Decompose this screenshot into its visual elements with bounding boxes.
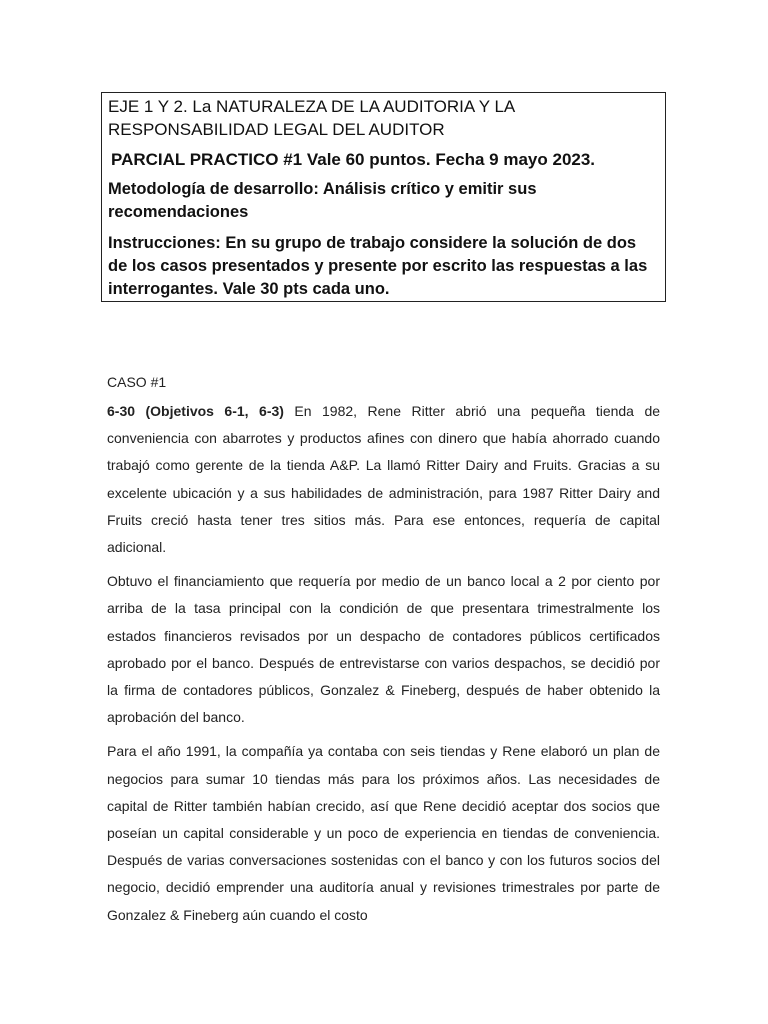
case-reference: 6-30 (Objetivos 6-1, 6-3): [107, 403, 284, 419]
instrucciones-text: Instrucciones: En su grupo de trabajo considere la solución de dos de los casos presentados y presente por escrito las respuestas a las interrogantes. Vale 30 pts cada uno.: [108, 234, 648, 298]
case-content: [107, 372, 660, 936]
header-box: [101, 92, 666, 302]
case-paragraph-3: Para el año 1991, la compañía ya contaba con seis tiendas y Rene elaboró un plan de negocios para sumar 10 tiendas más para los próximos años. Las necesidades de capital de Ritter también habían crecido, así que Rene decidió aceptar dos socios que poseían un capital considerable y un poco de experiencia en tiendas de conveniencia. Después de varias conversaciones sostenidas con el banco y con los futuros socios del negocio, decidió emprender una auditoría anual y revisiones trimestrales por parte de Gonzalez & Fineberg aún cuando el costo: [107, 743, 660, 923]
case-heading: CASO #1: [107, 374, 167, 390]
case-paragraph-1-text: En 1982, Rene Ritter abrió una pequeña tienda de conveniencia con abarrotes y productos afines con dinero que había ahorrado cuando trabajó como gerente de la tienda A&P. La llamó Ritter Dairy and Fruits. Gracias a su excelente ubicación y a sus habilidades de administración, para 1987 Ritter Dairy and Fruits creció hasta tener tres sitios más. Para ese entonces, requería de capital adicional.: [107, 403, 661, 556]
title-line-1: EJE 1 Y 2. La NATURALEZA DE LA AUDITORIA Y LA: [108, 97, 516, 116]
metodologia-text: Metodología de desarrollo: Análisis crítico y emitir sus recomendaciones: [108, 180, 537, 221]
parcial-line: PARCIAL PRACTICO #1 Vale 60 puntos. Fecha 9 mayo 2023.: [111, 150, 596, 169]
case-paragraph-2: Obtuvo el financiamiento que requería por medio de un banco local a 2 por ciento por arriba de la tasa principal con la condición de que presentara trimestralmente los estados financieros revisados por un despacho de contadores públicos certificados aprobado por el banco. Después de entrevistarse con varios despachos, se decidió por la firma de contadores públicos, Gonzalez & Fineberg, después de haber obtenido la aprobación del banco.: [107, 573, 660, 726]
title-line-2: RESPONSABILIDAD LEGAL DEL AUDITOR: [108, 120, 445, 139]
case-paragraph-1: [107, 398, 660, 561]
